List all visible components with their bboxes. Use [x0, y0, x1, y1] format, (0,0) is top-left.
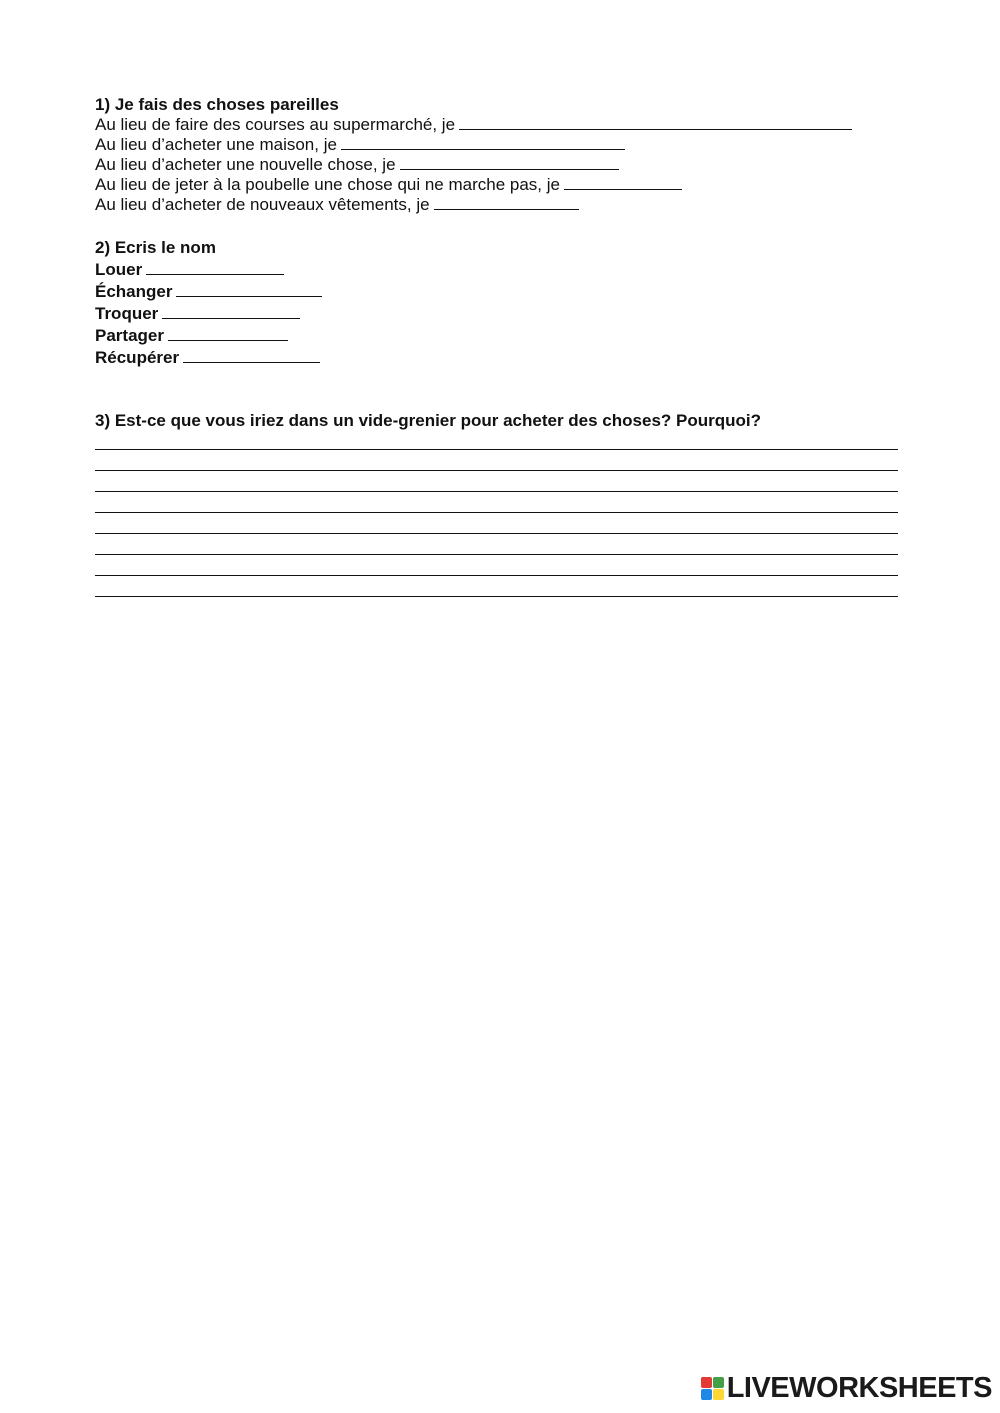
logo-mark-icon — [701, 1377, 724, 1400]
section-2-heading: 2) Ecris le nom — [95, 238, 216, 257]
answer-line[interactable] — [95, 534, 898, 555]
answer-blank[interactable] — [176, 282, 322, 297]
sentence-text: Au lieu de faire des courses au supermarché, je — [95, 115, 456, 134]
answer-blank[interactable] — [434, 195, 579, 210]
word-label: Partager — [95, 326, 164, 345]
section-2 — [95, 237, 322, 369]
answer-blank[interactable] — [459, 115, 852, 130]
answer-line[interactable] — [95, 513, 898, 534]
word-label: Troquer — [95, 304, 159, 323]
word-line-4 — [95, 325, 322, 347]
section-1-heading: 1) Je fais des choses pareilles — [95, 95, 339, 114]
sentence-text: Au lieu d’acheter une nouvelle chose, je — [95, 155, 396, 174]
answer-blank[interactable] — [168, 326, 288, 341]
sentence-line-3 — [95, 155, 852, 175]
sentence-line-4 — [95, 175, 852, 195]
logo-square-yellow — [713, 1389, 724, 1400]
sentence-text: Au lieu d’acheter de nouveaux vêtements, je — [95, 195, 430, 214]
word-label: Récupérer — [95, 348, 180, 367]
answer-blank[interactable] — [564, 175, 682, 190]
sentence-text: Au lieu de jeter à la poubelle une chose qui ne marche pas, je — [95, 175, 560, 194]
word-line-5 — [95, 347, 322, 369]
logo-text: LIVEWORKSHEETS — [726, 1372, 992, 1404]
section-1 — [95, 95, 852, 215]
answer-blank[interactable] — [400, 155, 619, 170]
answer-line[interactable] — [95, 471, 898, 492]
sentence-line-2 — [95, 135, 852, 155]
answer-lines — [95, 429, 900, 597]
sentence-line-5 — [95, 195, 852, 215]
answer-line[interactable] — [95, 555, 898, 576]
answer-line[interactable] — [95, 450, 898, 471]
sentence-line-1 — [95, 115, 852, 135]
word-label: Échanger — [95, 282, 173, 301]
answer-line[interactable] — [95, 429, 898, 450]
answer-blank[interactable] — [146, 260, 284, 275]
liveworksheets-logo — [701, 1372, 992, 1405]
word-line-3 — [95, 303, 322, 325]
answer-line[interactable] — [95, 492, 898, 513]
answer-line[interactable] — [95, 576, 898, 597]
word-line-1 — [95, 259, 322, 281]
answer-blank[interactable] — [183, 348, 320, 363]
section-3 — [95, 411, 900, 597]
logo-square-green — [713, 1377, 724, 1388]
answer-blank[interactable] — [341, 135, 625, 150]
word-line-2 — [95, 281, 322, 303]
word-label: Louer — [95, 260, 143, 279]
logo-square-red — [701, 1377, 712, 1388]
section-3-question: 3) Est-ce que vous iriez dans un vide-grenier pour acheter des choses? Pourquoi? — [95, 411, 761, 430]
answer-blank[interactable] — [162, 304, 300, 319]
logo-square-blue — [701, 1389, 712, 1400]
sentence-text: Au lieu d’acheter une maison, je — [95, 135, 337, 154]
